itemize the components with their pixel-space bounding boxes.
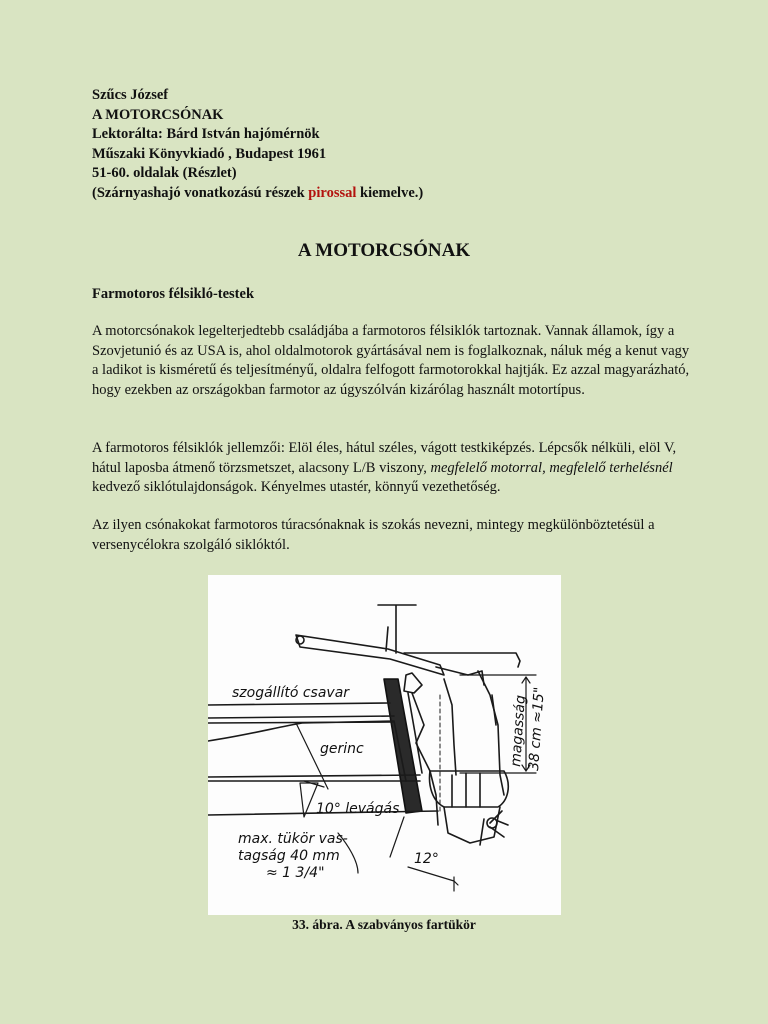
highlight-note bbox=[92, 184, 423, 204]
label-thickness-2: tagság 40 mm bbox=[238, 848, 340, 864]
document-title: A MOTORCSÓNAK bbox=[297, 240, 471, 261]
highlight-note-end: kiemelve.) bbox=[356, 184, 424, 201]
reviewer: Lektorálta: Bárd István hajómérnök bbox=[92, 126, 320, 142]
label-thickness-1: max. tükör vas- bbox=[238, 831, 348, 847]
paragraph-1: A motorcsónakok legelterjedtebb családjába a farmotoros félsiklók tartoznak. Vannak államok, így a Szovjetunió és az USA is, ahol oldalmotorok gyártásával nem is foglalkoznak, náluk még a kenut vagy a ladikot is kisméretű és teljesítményű, oldalra felfogott farmotorokkal hajtják. Ez azzal magyarázható, hogy ezekben az országokban farmotor az úgyszólván kizárólag használt motortípus. bbox=[92, 323, 690, 398]
bibliographic-header bbox=[92, 86, 423, 203]
page-range: 51-60. oldalak (Részlet) bbox=[92, 165, 237, 181]
label-screw: szogállító csavar bbox=[232, 685, 350, 701]
paragraph-2-start: A farmotoros félsiklók jellemzői: Elöl éles, hátul széles, vágott testkiképzés. Lépcsők nélküli, elöl V, hátul laposba átmenő törzsmetszet, alacsony L/B viszony, bbox=[92, 440, 677, 476]
label-thickness-3: ≈ 1 3/4" bbox=[266, 865, 325, 881]
book-title: A MOTORCSÓNAK bbox=[92, 106, 224, 123]
section-title: Farmotoros félsikló-testek bbox=[92, 286, 255, 302]
label-angle: 12° bbox=[414, 851, 439, 867]
paragraph-2-italic: megfelelő motorral, megfelelő terhelésnél bbox=[430, 459, 673, 476]
paragraph-2-end: kedvező siklótulajdonságok. Kényelmes utastér, könnyű vezethetőség. bbox=[92, 479, 501, 495]
publisher: Műszaki Könyvkiadó , Budapest 1961 bbox=[92, 145, 327, 162]
label-keel: gerinc bbox=[320, 741, 364, 757]
highlight-note-red: pirossal bbox=[308, 184, 357, 201]
label-height-value: 38 cm ≈15" bbox=[526, 686, 548, 772]
paragraph-3: Az ilyen csónakokat farmotoros túracsónaknak is szokás nevezni, mintegy megkülönböztetésül a versenycélokra szolgáló siklóktól. bbox=[92, 517, 655, 553]
figure-caption: 33. ábra. A szabványos fartükör bbox=[292, 917, 476, 932]
transom-drawing bbox=[208, 575, 561, 915]
highlight-note-start: (Szárnyashajó vonatkozású részek bbox=[92, 184, 309, 201]
paragraph-2 bbox=[92, 439, 692, 498]
label-cut: 10° levágás bbox=[316, 801, 400, 817]
author: Szűcs József bbox=[92, 87, 169, 103]
transom-figure bbox=[208, 575, 561, 915]
label-height: magasság bbox=[508, 694, 529, 768]
